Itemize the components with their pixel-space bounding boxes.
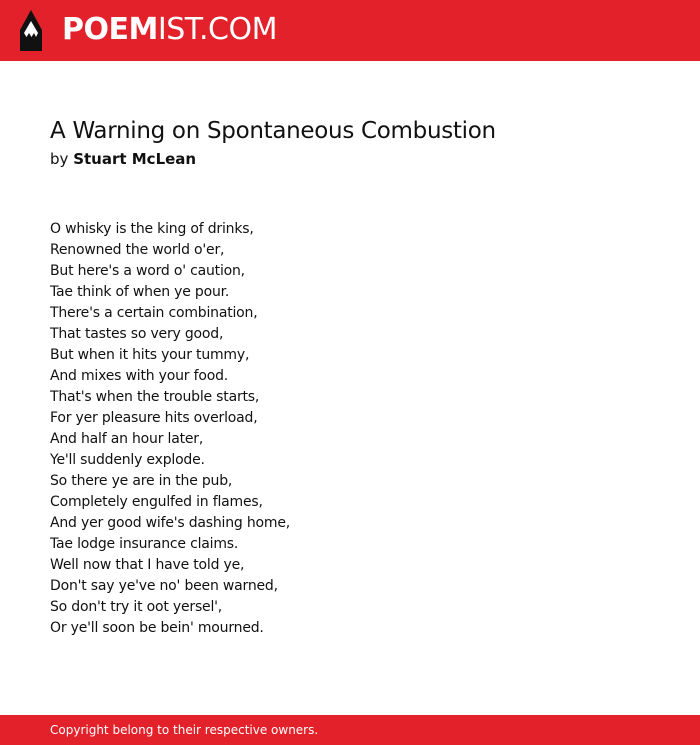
by-label: by: [50, 150, 69, 168]
poem-body: [50, 219, 650, 639]
poem-line: Or ye'll soon be bein' mourned.: [50, 620, 264, 636]
site-footer: [0, 715, 700, 745]
poem-line: Tae think of when ye pour.: [50, 284, 230, 300]
poem-title: A Warning on Spontaneous Combustion: [50, 118, 496, 144]
poem-line: Well now that I have told ye,: [50, 557, 245, 573]
poem-line: And yer good wife's dashing home,: [50, 515, 290, 531]
poem-line: Don't say ye've no' been warned,: [50, 578, 278, 594]
poem-line: For yer pleasure hits overload,: [50, 410, 258, 426]
poem-author: Stuart McLean: [73, 150, 197, 168]
poem-line: And mixes with your food.: [50, 368, 229, 384]
poem-byline: [50, 149, 196, 169]
poem-line: That's when the trouble starts,: [50, 389, 260, 405]
poem-line: O whisky is the king of drinks,: [50, 221, 254, 237]
poem-line: That tastes so very good,: [50, 326, 224, 342]
logo-bold-text: POEM: [62, 12, 158, 47]
copyright-notice: Copyright belong to their respective owners.: [50, 723, 319, 737]
poem-line: So don't try it oot yersel',: [50, 599, 223, 615]
pencil-logo-icon[interactable]: [18, 10, 44, 51]
poem-line: There's a certain combination,: [50, 305, 258, 321]
poem-line: Tae lodge insurance claims.: [50, 536, 239, 552]
poem-line: So there ye are in the pub,: [50, 473, 233, 489]
poem-line: And half an hour later,: [50, 431, 204, 447]
logo-light-text: IST.COM: [157, 12, 277, 47]
poem-line: Ye'll suddenly explode.: [50, 452, 205, 468]
site-logo-link[interactable]: [62, 13, 277, 47]
poem-line: But here's a word o' caution,: [50, 263, 245, 279]
poem-line: Renowned the world o'er,: [50, 242, 225, 258]
poem-line: But when it hits your tummy,: [50, 347, 250, 363]
poem-line: Completely engulfed in flames,: [50, 494, 263, 510]
site-header: [0, 0, 700, 61]
